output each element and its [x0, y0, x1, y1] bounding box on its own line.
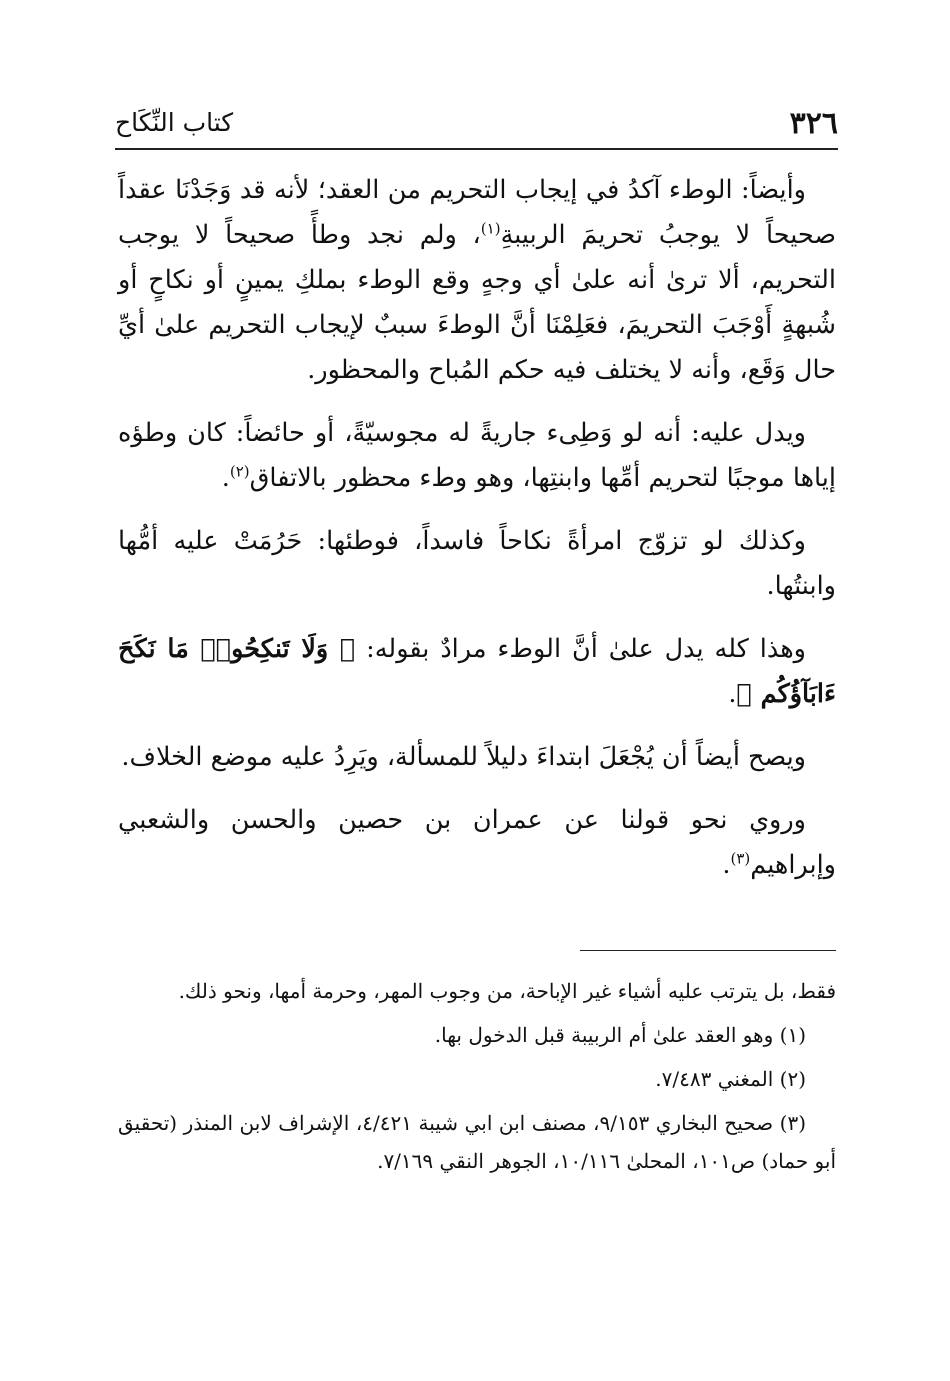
quran-verse: ﴿ وَلَا تَنكِحُوا۟ مَا نَكَحَ ءَابَآؤُكُم ﴾ [118, 634, 836, 709]
footnote-continuation: فقط، بل يترتب عليه أشياء غير الإباحة، من وجوب المهر، وحرمة أمها، ونحو ذلك. [178, 979, 836, 1003]
footnote-ref-3: (٣) [730, 849, 751, 868]
paragraph-1-text: وأيضاً: الوطء آكدُ في إيجاب التحريم من العقد؛ لأنه قد وَجَدْنَا عقداً صحيحاً لا يوجبُ تحريمَ الربيبةِ [118, 175, 836, 250]
paragraph-2-text: ويدل عليه: أنه لو وَطِىء جاريةً له مجوسيّةً، أو حائضاً: كان وطؤه إياها موجبًا لتحريم أمِّها وابنتِها، وهو وطء محظور بالاتفاق [118, 418, 836, 493]
paragraph-6-end: . [722, 850, 731, 880]
paragraph-2 [118, 411, 836, 501]
main-text [118, 168, 836, 906]
page-header [115, 100, 838, 150]
paragraph-4 [118, 627, 836, 717]
paragraph-6 [118, 798, 836, 888]
paragraph-6-text: وروي نحو قولنا عن عمران بن حصين والحسن والشعبي وإبراهيم [118, 805, 836, 880]
page-number: ٣٢٦ [789, 106, 838, 141]
paragraph-1-text-cont: ، ولم نجد وطأً صحيحاً لا يوجب التحريم، ألا ترىٰ أنه علىٰ أي وجهٍ وقع الوطء بملكِ يمينٍ أو نكاحٍ أو شُبهةٍ أَوْجَبَ التحريمَ، فعَلِمْنَا أنَّ الوطءَ سببٌ لإيجاب التحريم علىٰ أيِّ حال وَقَع، وأنه لا يختلف فيه حكم المُباح والمحظور. [118, 220, 836, 385]
paragraph-3: وكذلك لو تزوّج امرأةً نكاحاً فاسداً، فوطئها: حَرُمَتْ عليه أمُّها وابنتُها. [118, 526, 836, 601]
paragraph-4-text: وهذا كله يدل علىٰ أنَّ الوطء مرادٌ بقوله: [366, 634, 806, 664]
footnote-ref-1: (١) [480, 219, 501, 238]
paragraph-2-end: . [221, 463, 230, 493]
footnote-ref-2: (٢) [229, 462, 250, 481]
running-title: كتاب النِّكَاح [115, 108, 234, 137]
footnote-1: (١) وهو العقد علىٰ أم الربيبة قبل الدخول بها. [434, 1023, 806, 1047]
paragraph-1 [118, 168, 836, 393]
footnote-2: (٢) المغني ٧/٤٨٣. [655, 1067, 806, 1091]
footnote-divider [580, 950, 836, 951]
footnotes [118, 972, 836, 1186]
paragraph-5: ويصح أيضاً أن يُجْعَلَ ابتداءَ دليلاً للمسألة، ويَرِدُ عليه موضع الخلاف. [121, 742, 806, 772]
paragraph-4-end: . [728, 679, 737, 709]
footnote-3: (٣) صحيح البخاري ٩/١٥٣، مصنف ابن ابي شيبة ٤/٤٢١، الإشراف لابن المنذر (تحقيق أبو حماد) ص١٠١، المحلىٰ ١٠/١١٦، الجوهر النقي ٧/١٦٩. [118, 1111, 836, 1173]
